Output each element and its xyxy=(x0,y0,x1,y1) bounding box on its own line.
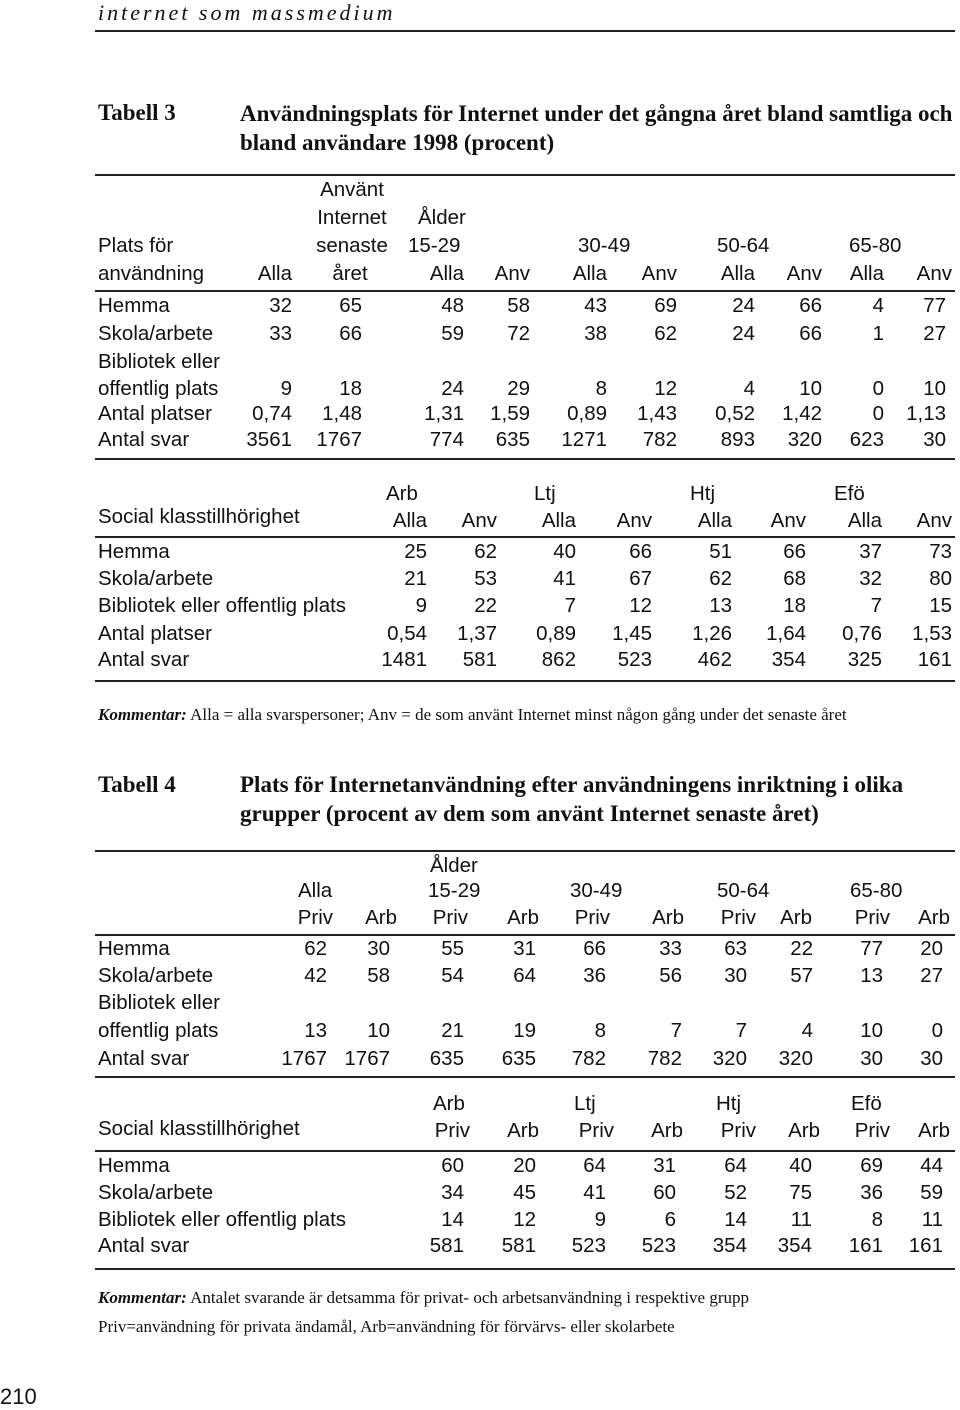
table-cell: 0,76 xyxy=(842,622,882,645)
table-cell: 0,89 xyxy=(536,622,576,645)
table3-comment-label: Kommentar: xyxy=(98,705,187,724)
page-number: 210 xyxy=(0,1384,37,1409)
table-cell: 29 xyxy=(507,377,530,400)
column-header: Priv xyxy=(854,906,890,929)
table-cell: 65 xyxy=(339,294,362,317)
table-cell: 4 xyxy=(872,294,884,317)
row-label: Bibliotek eller xyxy=(98,991,220,1014)
table3-comment xyxy=(98,700,958,729)
table-cell: 38 xyxy=(584,322,607,345)
table-cell: 64 xyxy=(724,1154,747,1177)
table-cell: 30 xyxy=(860,1047,883,1070)
table-cell: 7 xyxy=(870,594,882,617)
table-cell: 32 xyxy=(859,567,882,590)
column-header: Anv xyxy=(786,262,822,285)
table-cell: 7 xyxy=(670,1019,682,1042)
table-cell: 9 xyxy=(280,377,292,400)
table-cell: 72 xyxy=(507,322,530,345)
table-cell: 27 xyxy=(920,964,943,987)
row-header-label: Social klasstillhörighet xyxy=(98,1117,300,1140)
table-cell: 44 xyxy=(920,1154,943,1177)
table-cell: 4 xyxy=(743,377,755,400)
table-cell: 45 xyxy=(513,1181,536,1204)
column-header: Arb xyxy=(918,1119,950,1142)
table-cell: 523 xyxy=(617,648,652,671)
table4-comment-line2: Priv=användning för privata ändamål, Arb=användning för förvärvs- eller skolarbete xyxy=(98,1317,675,1336)
table-cell: 32 xyxy=(269,294,292,317)
table-cell: 22 xyxy=(474,594,497,617)
column-group-header: 15-29 xyxy=(428,879,481,902)
table3-part2-header-rule xyxy=(95,536,955,538)
table-cell: 523 xyxy=(571,1234,606,1257)
table-cell: 68 xyxy=(783,567,806,590)
row-label: Antal svar xyxy=(98,1047,190,1070)
table3-header-rule xyxy=(95,290,955,292)
table-cell: 40 xyxy=(553,540,576,563)
column-group-header: 50-64 xyxy=(717,879,770,902)
table-cell: 1,37 xyxy=(457,622,497,645)
row-label: Skola/arbete xyxy=(98,964,214,987)
table-cell: 14 xyxy=(724,1208,747,1231)
table-cell: 161 xyxy=(908,1234,943,1257)
column-group-header: 30-49 xyxy=(578,234,631,257)
column-header: Arb xyxy=(652,906,684,929)
table-cell: 635 xyxy=(495,428,530,451)
table-cell: 55 xyxy=(441,937,464,960)
column-header: Arb xyxy=(507,1119,539,1142)
table-cell: 1,53 xyxy=(912,622,952,645)
column-group-header: Efö xyxy=(851,1092,882,1115)
column-header: Priv xyxy=(720,1119,756,1142)
table-cell: 20 xyxy=(920,937,943,960)
row-label: Skola/arbete xyxy=(98,322,214,345)
column-group-header: Htj xyxy=(716,1092,742,1115)
table-cell: 6 xyxy=(664,1208,676,1231)
table-cell: 782 xyxy=(571,1047,606,1070)
column-header: Priv xyxy=(854,1119,890,1142)
table-cell: 18 xyxy=(339,377,362,400)
table-cell: 0,54 xyxy=(387,622,427,645)
table-cell: 8 xyxy=(595,377,607,400)
row-label: Antal svar xyxy=(98,1234,190,1257)
table-cell: 782 xyxy=(642,428,677,451)
table4-label: Tabell 4 xyxy=(98,772,176,797)
column-header: Priv xyxy=(434,1119,470,1142)
table-cell: 30 xyxy=(367,937,390,960)
table4-comment-label: Kommentar: xyxy=(98,1288,187,1307)
column-header: Anv xyxy=(616,509,652,532)
table-cell: 12 xyxy=(654,377,677,400)
table-cell: 24 xyxy=(441,377,464,400)
column-header: Arb xyxy=(918,906,950,929)
column-header: Priv xyxy=(578,1119,614,1142)
row-label: Hemma xyxy=(98,294,170,317)
table-cell: 77 xyxy=(860,937,883,960)
table-cell: 1767 xyxy=(281,1047,327,1070)
row-header-label: Plats för xyxy=(98,234,174,257)
table-cell: 1,48 xyxy=(322,402,362,425)
table-cell: 63 xyxy=(724,937,747,960)
table-cell: 53 xyxy=(474,567,497,590)
column-header: Priv xyxy=(432,906,468,929)
column-group-header: Arb xyxy=(433,1092,465,1115)
table-cell: 34 xyxy=(441,1181,464,1204)
column-group-header: Ltj xyxy=(534,482,556,505)
column-group-header: Efö xyxy=(834,482,865,505)
column-header: Anv xyxy=(916,509,952,532)
table-cell: 354 xyxy=(777,1234,812,1257)
table-cell: 69 xyxy=(860,1154,883,1177)
table-cell: 0,89 xyxy=(567,402,607,425)
table-cell: 30 xyxy=(724,964,747,987)
table3-comment-text: Alla = alla svarspersoner; Anv = de som använt Internet minst någon gång under det senaste året xyxy=(190,705,847,724)
table-cell: 635 xyxy=(501,1047,536,1070)
table-cell: 11 xyxy=(790,1208,812,1231)
table-cell: 56 xyxy=(659,964,682,987)
table4-comment xyxy=(98,1283,958,1341)
table-cell: 62 xyxy=(654,322,677,345)
row-label: Bibliotek eller xyxy=(98,350,220,373)
column-group-header: Ltj xyxy=(574,1092,596,1115)
table-cell: 41 xyxy=(553,567,576,590)
table-cell: 73 xyxy=(929,540,952,563)
table-cell: 27 xyxy=(923,322,946,345)
row-label: Antal platser xyxy=(98,402,212,425)
table-cell: 161 xyxy=(917,648,952,671)
table-cell: 10 xyxy=(923,377,946,400)
column-header: Anv xyxy=(770,509,806,532)
table-cell: 581 xyxy=(462,648,497,671)
row-header-label: Social klasstillhörighet xyxy=(98,505,300,528)
column-header: Anv xyxy=(641,262,677,285)
table-cell: 1,13 xyxy=(906,402,946,425)
table4-mid-rule xyxy=(95,1076,955,1078)
table-cell: 77 xyxy=(923,294,946,317)
table-cell: 40 xyxy=(789,1154,812,1177)
table-cell: 325 xyxy=(847,648,882,671)
row-label: Bibliotek eller offentlig plats xyxy=(98,594,347,617)
table3-top-rule xyxy=(95,174,955,176)
table-cell: 41 xyxy=(583,1181,606,1204)
column-header: Alla xyxy=(697,509,732,532)
table-cell: 462 xyxy=(697,648,732,671)
table-cell: 58 xyxy=(507,294,530,317)
table-cell: 10 xyxy=(860,1019,883,1042)
row-label: Antal svar xyxy=(98,648,190,671)
table-cell: 66 xyxy=(339,322,362,345)
table-cell: 14 xyxy=(441,1208,464,1231)
table-cell: 66 xyxy=(583,937,606,960)
table-cell: 30 xyxy=(923,428,946,451)
table-cell: 37 xyxy=(859,540,882,563)
column-header: Ålder xyxy=(418,206,466,229)
table-cell: 354 xyxy=(712,1234,747,1257)
table-cell: 21 xyxy=(441,1019,464,1042)
table-cell: 893 xyxy=(720,428,755,451)
column-group-header: Alla xyxy=(298,879,333,902)
table-cell: 66 xyxy=(783,540,806,563)
column-group-header: 50-64 xyxy=(717,234,770,257)
table4-bottom-rule xyxy=(95,1268,955,1270)
table-cell: 12 xyxy=(513,1208,536,1231)
table-cell: 59 xyxy=(441,322,464,345)
table-cell: 36 xyxy=(583,964,606,987)
table-cell: 30 xyxy=(920,1047,943,1070)
table-cell: 3561 xyxy=(246,428,292,451)
table-cell: 1767 xyxy=(344,1047,390,1070)
column-header: Anv xyxy=(494,262,530,285)
table-cell: 635 xyxy=(429,1047,464,1070)
table-cell: 9 xyxy=(594,1208,606,1231)
table-cell: 13 xyxy=(860,964,883,987)
table-cell: 80 xyxy=(929,567,952,590)
table-cell: 1,64 xyxy=(766,622,806,645)
table-cell: 64 xyxy=(513,964,536,987)
table-cell: 11 xyxy=(921,1208,943,1231)
table-cell: 0 xyxy=(872,377,884,400)
table-cell: 75 xyxy=(789,1181,812,1204)
table-cell: 57 xyxy=(790,964,813,987)
table-cell: 15 xyxy=(929,594,952,617)
table-cell: 67 xyxy=(629,567,652,590)
table-cell: 1,31 xyxy=(424,402,464,425)
row-label: Antal svar xyxy=(98,428,190,451)
table-cell: 8 xyxy=(594,1019,606,1042)
column-header: Arb xyxy=(507,906,539,929)
table-cell: 20 xyxy=(513,1154,536,1177)
table-cell: 22 xyxy=(790,937,813,960)
table3-bottom-rule xyxy=(95,680,955,682)
column-header: Arb xyxy=(651,1119,683,1142)
table-cell: 21 xyxy=(404,567,427,590)
table3-title: Användningsplats för Internet under det gångna året bland samtliga och bland användare 1998 (procent) xyxy=(240,101,953,155)
table-cell: 354 xyxy=(771,648,806,671)
column-header: Priv xyxy=(574,906,610,929)
table-cell: 0 xyxy=(872,402,884,425)
table-cell: 62 xyxy=(474,540,497,563)
table4-title: Plats för Internetanvändning efter användningens inriktning i olika grupper (procent av dem som använt Internet senaste året) xyxy=(240,772,904,826)
table-cell: 1,45 xyxy=(612,622,652,645)
table-cell: 33 xyxy=(269,322,292,345)
header-rule xyxy=(95,30,955,32)
table-cell: 4 xyxy=(801,1019,813,1042)
table-cell: 60 xyxy=(653,1181,676,1204)
table-cell: 42 xyxy=(304,964,327,987)
table-cell: 33 xyxy=(659,937,682,960)
table-cell: 320 xyxy=(778,1047,813,1070)
table4-top-rule xyxy=(95,850,955,852)
table3-mid-rule xyxy=(95,458,955,460)
table-cell: 9 xyxy=(415,594,427,617)
column-group-header: Htj xyxy=(690,482,716,505)
row-label: Hemma xyxy=(98,1154,170,1177)
table-cell: 60 xyxy=(441,1154,464,1177)
column-group-header: 65-80 xyxy=(849,234,902,257)
table-cell: 320 xyxy=(712,1047,747,1070)
table-cell: 62 xyxy=(709,567,732,590)
table-cell: 1767 xyxy=(316,428,362,451)
column-header: Alla xyxy=(849,262,884,285)
table-cell: 48 xyxy=(441,294,464,317)
table-cell: 0,52 xyxy=(715,402,755,425)
table4-part2-header-rule xyxy=(95,1150,955,1152)
table-cell: 43 xyxy=(584,294,607,317)
table-cell: 581 xyxy=(501,1234,536,1257)
table-cell: 161 xyxy=(848,1234,883,1257)
table-cell: 13 xyxy=(709,594,732,617)
table-cell: 24 xyxy=(732,322,755,345)
table-cell: 52 xyxy=(724,1181,747,1204)
row-label: Antal platser xyxy=(98,622,212,645)
column-header: Ålder xyxy=(430,854,478,877)
table-cell: 862 xyxy=(541,648,576,671)
column-header: Alla xyxy=(429,262,464,285)
column-header: Anv xyxy=(461,509,497,532)
column-header: Alla xyxy=(541,509,576,532)
row-label: offentlig plats xyxy=(98,1019,219,1042)
table-cell: 320 xyxy=(787,428,822,451)
table-cell: 58 xyxy=(367,964,390,987)
column-header: Alla xyxy=(257,262,292,285)
column-header: Alla xyxy=(720,262,755,285)
table-cell: 7 xyxy=(564,594,576,617)
column-header: senaste xyxy=(316,234,388,257)
row-label: Skola/arbete xyxy=(98,1181,214,1204)
table-cell: 59 xyxy=(920,1181,943,1204)
row-label: Hemma xyxy=(98,540,170,563)
column-header: Arb xyxy=(780,906,812,929)
table-cell: 36 xyxy=(860,1181,883,1204)
table-cell: 24 xyxy=(732,294,755,317)
column-group-header: Arb xyxy=(386,482,418,505)
table-cell: 523 xyxy=(641,1234,676,1257)
column-header: Arb xyxy=(788,1119,820,1142)
table-cell: 66 xyxy=(629,540,652,563)
table-cell: 54 xyxy=(441,964,464,987)
column-group-header: 15-29 xyxy=(408,234,461,257)
column-header: Anv xyxy=(916,262,952,285)
table3-label: Tabell 3 xyxy=(98,100,176,125)
table-cell: 782 xyxy=(647,1047,682,1070)
table-cell: 18 xyxy=(783,594,806,617)
table-cell: 774 xyxy=(429,428,464,451)
table-cell: 19 xyxy=(513,1019,536,1042)
table-cell: 13 xyxy=(304,1019,327,1042)
column-group-header: 30-49 xyxy=(570,879,623,902)
row-header-label: användning xyxy=(98,262,205,285)
running-header: internet som massmedium xyxy=(98,0,396,25)
column-header: Alla xyxy=(572,262,607,285)
column-group-header: 65-80 xyxy=(850,879,903,902)
column-header: Alla xyxy=(847,509,882,532)
table-cell: 0 xyxy=(931,1019,943,1042)
column-header: Arb xyxy=(365,906,397,929)
table-cell: 1,59 xyxy=(490,402,530,425)
table4-header-rule xyxy=(95,934,955,936)
table-cell: 10 xyxy=(799,377,822,400)
table-cell: 31 xyxy=(513,937,536,960)
table-cell: 581 xyxy=(429,1234,464,1257)
table-cell: 1 xyxy=(872,322,884,345)
table-cell: 1,26 xyxy=(692,622,732,645)
table-cell: 31 xyxy=(653,1154,676,1177)
table-cell: 12 xyxy=(629,594,652,617)
column-header: Internet xyxy=(317,206,387,229)
table-cell: 8 xyxy=(871,1208,883,1231)
table-cell: 623 xyxy=(849,428,884,451)
row-label: Skola/arbete xyxy=(98,567,214,590)
column-header: Alla xyxy=(392,509,427,532)
table-cell: 1481 xyxy=(381,648,427,671)
table-cell: 0,74 xyxy=(252,402,292,425)
table-cell: 1271 xyxy=(561,428,607,451)
table-cell: 10 xyxy=(367,1019,390,1042)
table-cell: 51 xyxy=(709,540,732,563)
table-cell: 1,43 xyxy=(637,402,677,425)
column-header: Använt xyxy=(320,178,384,201)
table-cell: 66 xyxy=(799,322,822,345)
column-header: Priv xyxy=(297,906,333,929)
table-cell: 1,42 xyxy=(782,402,822,425)
row-label: Hemma xyxy=(98,937,170,960)
table-cell: 69 xyxy=(654,294,677,317)
column-header: året xyxy=(332,262,368,285)
row-label: offentlig plats xyxy=(98,377,219,400)
table4-comment-text: Antalet svarande är detsamma för privat- och arbetsanvändning i respektive grupp xyxy=(190,1288,750,1307)
table-cell: 25 xyxy=(404,540,427,563)
column-header: Priv xyxy=(720,906,756,929)
table-cell: 62 xyxy=(304,937,327,960)
table-cell: 64 xyxy=(583,1154,606,1177)
table-cell: 7 xyxy=(735,1019,747,1042)
row-label: Bibliotek eller offentlig plats xyxy=(98,1208,347,1231)
table-cell: 66 xyxy=(799,294,822,317)
